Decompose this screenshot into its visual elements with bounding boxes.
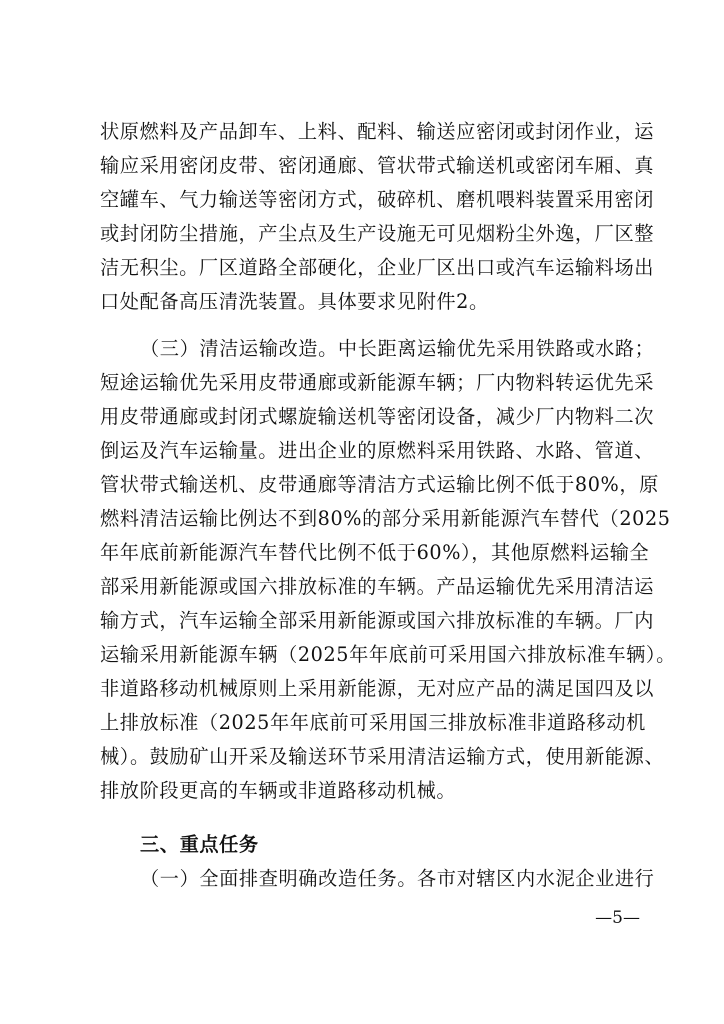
paragraph-line: 或封闭防尘措施，产尘点及生产设施无可见烟粉尘外逸，厂区整 <box>100 222 655 245</box>
paragraph-line: 械）。鼓励矿山开采及输送环节采用清洁运输方式，使用新能源、 <box>100 745 665 768</box>
paragraph-line: 非道路移动机械原则上采用新能源，无对应产品的满足国四及以 <box>100 677 655 700</box>
paragraph-line: 燃料清洁运输比例达不到80%的部分采用新能源汽车替代（2025 <box>100 507 671 530</box>
paragraph-line: 洁无积尘。厂区道路全部硬化，企业厂区出口或汽车运输料场出 <box>100 256 655 279</box>
paragraph-line: 部采用新能源或国六排放标准的车辆。产品运输优先采用清洁运 <box>100 575 655 598</box>
paragraph-line: 输应采用密闭皮带、密闭通廊、管状带式输送机或密闭车厢、真 <box>100 154 655 177</box>
paragraph-line: 状原燃料及产品卸车、上料、配料、输送应密闭或封闭作业，运 <box>100 120 655 143</box>
paragraph-line: 上排放标准（2025年年底前可采用国三排放标准非道路移动机 <box>100 711 646 734</box>
subsection-heading-line: （一）全面排查明确改造任务。各市对辖区内水泥企业进行 <box>140 867 655 890</box>
paragraph-line: 口处配备高压清洗装置。具体要求见附件2。 <box>100 290 489 313</box>
major-section-heading: 三、重点任务 <box>140 833 259 856</box>
paragraph-line: 排放阶段更高的车辆或非道路移动机械。 <box>100 779 457 802</box>
section-heading-line: （三）清洁运输改造。中长距离运输优先采用铁路或水路； <box>140 337 655 360</box>
paragraph-line: 年年底前新能源汽车替代比例不低于60%），其他原燃料运输全 <box>100 541 650 564</box>
paragraph-line: 管状带式输送机、皮带通廊等清洁方式运输比例不低于80%，原 <box>100 473 659 496</box>
paragraph-line: 运输采用新能源车辆（2025年年底前可采用国六排放标准车辆）。 <box>100 643 676 666</box>
paragraph-line: 空罐车、气力输送等密闭方式，破碎机、磨机喂料装置采用密闭 <box>100 188 655 211</box>
paragraph-line: 用皮带通廊或封闭式螺旋输送机等密闭设备，减少厂内物料二次 <box>100 405 655 428</box>
paragraph-line: 输方式，汽车运输全部采用新能源或国六排放标准的车辆。厂内 <box>100 609 655 632</box>
paragraph-line: 短途运输优先采用皮带通廊或新能源车辆；厂内物料转运优先采 <box>100 371 655 394</box>
page-number: —5— <box>595 908 640 928</box>
paragraph-line: 倒运及汽车运输量。进出企业的原燃料采用铁路、水路、管道、 <box>100 439 655 462</box>
